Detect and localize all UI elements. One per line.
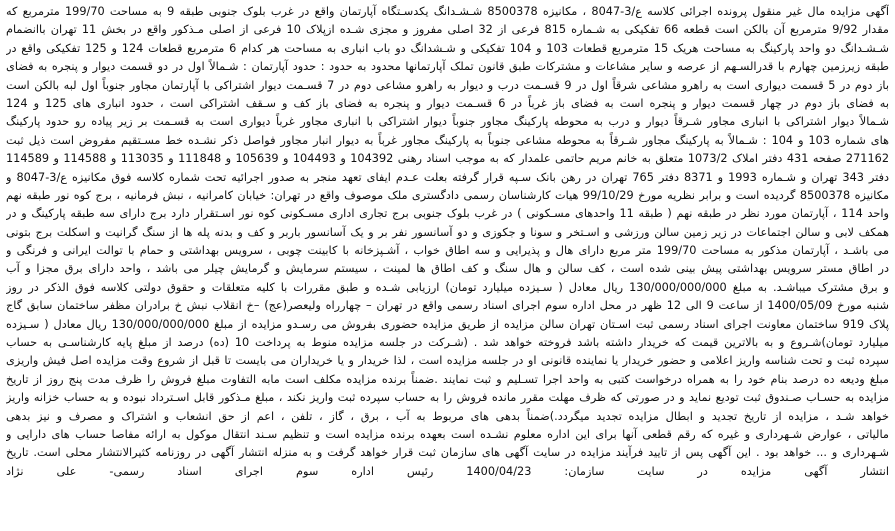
notice-line: همکف لابی و سالن اجتماعات در زیر زمین سالن ورزشی و اسـتخر و سونا و جکوزی و دو آسانسور نفر بر و یک آسانسور باربر و کف و بدنه پله ها از سنگ گرانیت و اسکلت برج بتونی xyxy=(6,225,889,239)
notice-line: مزایده به حسـاب صـندوق ثبت تودیع نماید و در صورتی که ظرف مهلت مقرر مانده فروش را به حساب سپرده ثبت واریز نکند ، مبلغ مـذکور قابل اسـترداد نبوده و به حساب خزانه واریز xyxy=(6,391,889,405)
notice-line: میلیارد تومان)شـروع و به بالاترین قیمت که خریدار داشته باشد فروخته خواهد شد . (شـرکت در جلسه مزایده منوط به پرداخت 10 (ده) درصد از مبلغ پایه کارشناسـی به حساب xyxy=(6,336,889,350)
notice-line-last xyxy=(6,481,889,499)
notice-line: در اطاق مستر سرویس بهداشتی پیش بینی شده است ، کف سالن و هال سنگ و کف اطاق ها لمینت ، سیستم سرمایش و گرمایش چیلر می باشد ، واحد دارای برق مجزا و آب xyxy=(6,262,889,276)
notice-line: سپرده ثبت و تحت شناسه واریز اعلامی و حضور خریدار یا نماینده قانونی او در جلسه مزایده است ، لذا خریدار و یا خریداران می بایست تا قبل از شروع وقت مزایده اصل فیش واریزی xyxy=(6,354,889,368)
notice-line: انتشار آگهی مزایده در سایت سازمان: 1400/04/23 رئیس اداره سوم اجرای اسناد رسمی- علی نژاد xyxy=(6,464,889,478)
notice-line: دفتر 343 تهران و شـماره 1993 و 8371 دفتر 765 تهران در رهن بانک سـپه قرار گرفته بعلت عـدم ایفای تعهد منجر به صدور اجرائیه تحت شماره کلاسه فوق مکانیزه ع/3-8047 و xyxy=(6,170,889,184)
notice-line: 271162 صفحه 431 دفتر املاک 1073/2 متعلق به خانم مریم حاتمی علمدار که به موجب اسناد رهنی 104392 و 104493 و 105639 و 111848 و 113035 و 114588 و 114589 xyxy=(6,152,889,166)
notice-line: مالیاتی ، عوارض شـهرداری و غیره که رقم قطعی آنها برای این اداره معلوم نشـده است بعهده برنده مزایده است و تنظیم سـند انتقال موکول به ارائه مفاصا حساب های دارایی و xyxy=(6,427,889,441)
notice-line: شـمالاً دیوار اشتراکی با انباری مجاور شـرقاً دیوار و درب به محوطه پارکینگ مجاور جنوباً دیوار اشتراکی با انباری مجاور غرباً دیواری است به قسـمت بر زیر پیاده رو حدود پارکینگ xyxy=(6,115,889,129)
notice-line: واحد 114 ، آپارتمان مورد نظر در طبقه نهم ( طبقه 11 واحدهای مسـکونی ) در غرب بلوک جنوبی برج تجاری اداری مسـکونی کوه نور اسـتقرار دارد برج دارای سه طبقه پارکینگ و در xyxy=(6,207,889,221)
notice-line: طبقه زیرزمین چهارم با قدرالسـهم از عرصه و سایر مشاعات و مشترکات طبق قانون تملک آپارتمانها محدود به حدود : حدود آپارتمان : شـمالاً اول در دو قسمت دیوار و پنجره به فضای xyxy=(6,60,889,74)
notice-line: شـشـدانگ دو واحد پارکینگ به مساحت هریک 15 مترمربع قطعات 103 و 104 تفکیکی و شـشدانگ دو باب انباری به مساحت هر کدام 6 مترمربع قطعات 124 و 125 تفکیکی واقع در xyxy=(6,41,889,55)
notice-line: مکانیزه 8500378 گردیده است و برابر نظریه مورخ 99/10/29 هیات کارشناسان رسمی دادگستری ملک موصوف واقع در تهران: خیابان کامرانیه ، نبش فرمانیه ، برج کوه نور طبقه نهم xyxy=(6,188,889,202)
notice-line: به فضای باز دوم در چهار قسمت دیوار و پنجره است به فضای باز غرباً در 6 قسـمت دیوار و پنجره به فضای باز کف و سـقف اشتراکی است ، حدود انباری های 125 و 124 xyxy=(6,96,889,110)
notice-line: می باشـد ، آپارتمان مذکور به مساحت 199/70 متر مربع دارای هال و پذیرایی و سه اطاق خواب ، آشـپزخانه با کابینت چوبی ، سرویس بهداشتی و حمام با توالت ایرانی و فرنگی و xyxy=(6,244,889,258)
notice-line: پلاک 919 ساختمان معاونت اجرای اسناد رسمی ثبت اسـتان تهران سالن مزایده از طریق مزایده حضوری بفروش می رسـدو مزایده از مبلغ 130/000/000/000 ریال معادل ( سـیزده xyxy=(6,317,889,331)
notice-line: خواهد شـد ، مزایده از تاریخ تجدید و ابطال مزایده تجدید میگردد.)ضمناً بدهی های مربوط به آب ، برق ، گاز ، تلفن ، اعم از حق انشعاب و اشتراک و مصرف و نیز بدهی xyxy=(6,409,889,423)
notice-line: های شماره 103 و 104 : شـمالاً به پارکینگ مجاور شـرقاً به محوطه مشاعی جنوباً به پارکینگ مجاور غرباً به دیوار انبار مجاور فواصل ذکر نشـده خط مسـتقیم مفروض است ذیل ثبت xyxy=(6,133,889,147)
notice-line: باز دوم در 5 قسمت دیواری است به راهرو مشاعی شرقاً اول در 9 قسـمت درب و دیوار به راهرو مشاعی دوم در 7 قسـمت دیوار اشتراکی با آپارتمان مجاور جنوباً اول لبه بالکن است xyxy=(6,78,889,92)
notice-line: مقدار 9/92 مترمربع آن بالکن است قطعه 66 تفکیکی به شـماره 815 فرعی از 32 اصلی مفروز و مجزی شـده ازپلاک 10 فرعی از اصلی مـذکور واقع در بخش 11 تهران باانضمام xyxy=(6,23,889,37)
notice-line: مبلغ ودیعه ده درصد بنام خود را به همراه درخواست کتبی به واحد اجرا تسـلیم و ثبت نمایند .ضمناً برنده مزایده مکلف است مابه التفاوت مبلغ فروش را ظرف مدت پنج روز از تاریخ xyxy=(6,372,889,386)
notice-line: و برق مشترک میباشـد. به مبلغ 130/000/000/000 ریال معادل ( سـیزده میلیارد تومان) ارزیابی شـده و طبق مقررات با کلیه متعلقات و حقوق دولتی کلاسه فوق الذکر در روز xyxy=(6,280,889,294)
notice-line: شنبه مورخ 1400/05/09 از ساعت 9 الی 12 ظهر در محل اداره سوم اجرای اسناد رسمی واقع در تهران – چهارراه ولیعصر(عج) –خ انقلاب نبش خ برادران مظفر ساختمان سابق گاج xyxy=(6,299,889,313)
notice-line: آگهی مزایده مال غیر منقول پرونده اجرائی کلاسه ع/3-8047 ، مکانیزه 8500378 شـشـدانگ یکدسـتگاه آپارتمان واقع در غرب بلوک جنوبی طبقه 9 به مساحت 199/70 مترمربع که xyxy=(6,5,889,18)
notice-line: شـهرداری و ... خواهد بود . این آگهی پس از تایید فرآیند مزایده در سایت آگهی های سازمان ثبت قرار خواهد گرفت و به منزله انتشار آگهی در روزنامه کثیرالانتشار محلی است. تاریخ xyxy=(6,446,889,460)
